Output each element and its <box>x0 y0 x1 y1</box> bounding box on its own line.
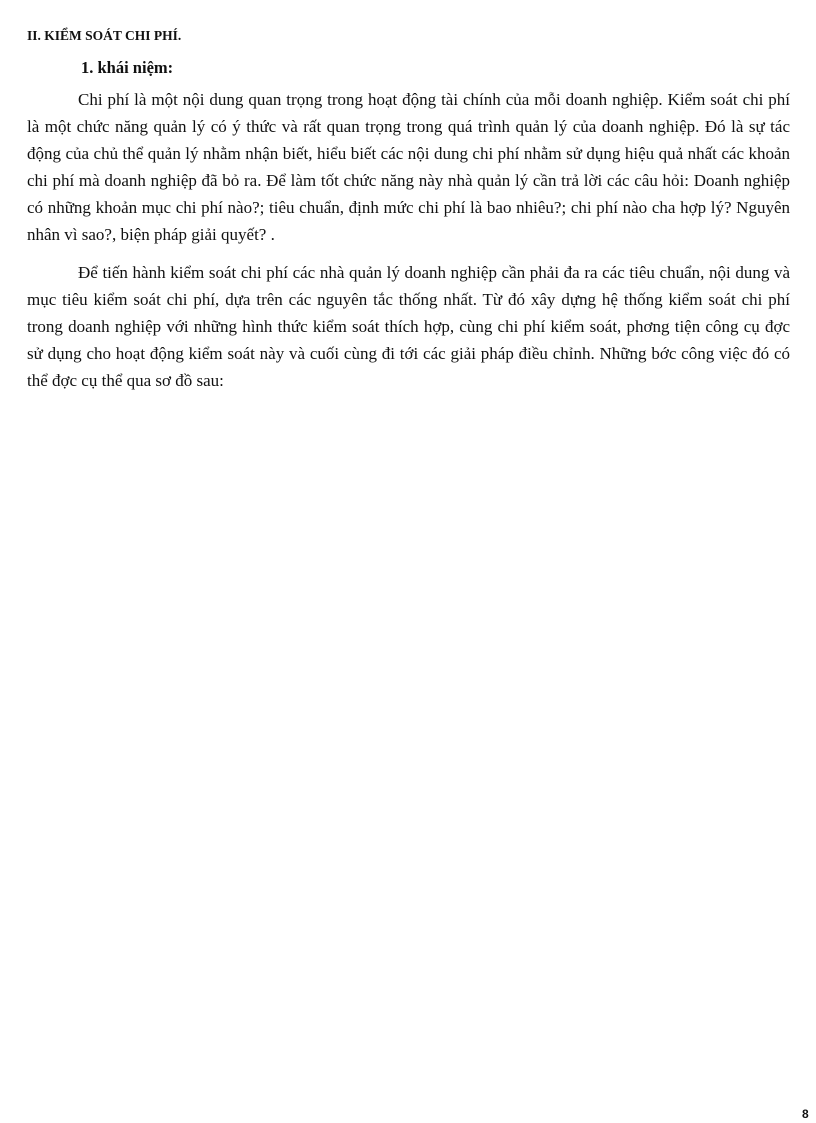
sub-heading: 1. khái niệm: <box>81 58 174 77</box>
page-number: 8 <box>802 1107 809 1121</box>
paragraph-cost-control-process: Để tiến hành kiểm soát chi phí các nhà quản lý doanh nghiệp cần phải đa ra các tiêu chuẩn, nội dung và mục tiêu kiểm soát chi phí, dựa trên các nguyên tắc thống nhất. Từ đó xây dựng hệ thống kiểm soát chi phí trong doanh nghiệp với những hình thức kiểm soát thích hợp, cùng chi phí kiểm soát, phơng tiện công cụ đợc sử dụng cho hoạt động kiểm soát này và cuối cùng đi tới các giải pháp điều chỉnh. Những bớc công việc đó có thể đợc cụ thể qua sơ đồ sau: <box>27 263 790 390</box>
section-heading: II. KIỂM SOÁT CHI PHÍ. <box>27 28 182 43</box>
paragraph-cost-definition: Chi phí là một nội dung quan trọng trong hoạt động tài chính của mỗi doanh nghiệp. Kiểm soát chi phí là một chức năng quản lý có ý thức và rất quan trọng trong quá trình quản lý của doanh nghiệp. Đó là sự tác động của chủ thể quản lý nhằm nhận biết, hiểu biết các nội dung chi phí nhằm sử dụng hiệu quả nhất các khoản chi phí mà doanh nghiệp đã bỏ ra. Để làm tốt chức năng này nhà quản lý cần trả lời các câu hỏi: Doanh nghiệp có những khoản mục chi phí nào?; tiêu chuẩn, định mức chi phí là bao nhiêu?; chi phí nào cha hợp lý? Nguyên nhân vì sao?, biện pháp giải quyết? . <box>27 90 790 244</box>
page-content <box>27 26 790 394</box>
